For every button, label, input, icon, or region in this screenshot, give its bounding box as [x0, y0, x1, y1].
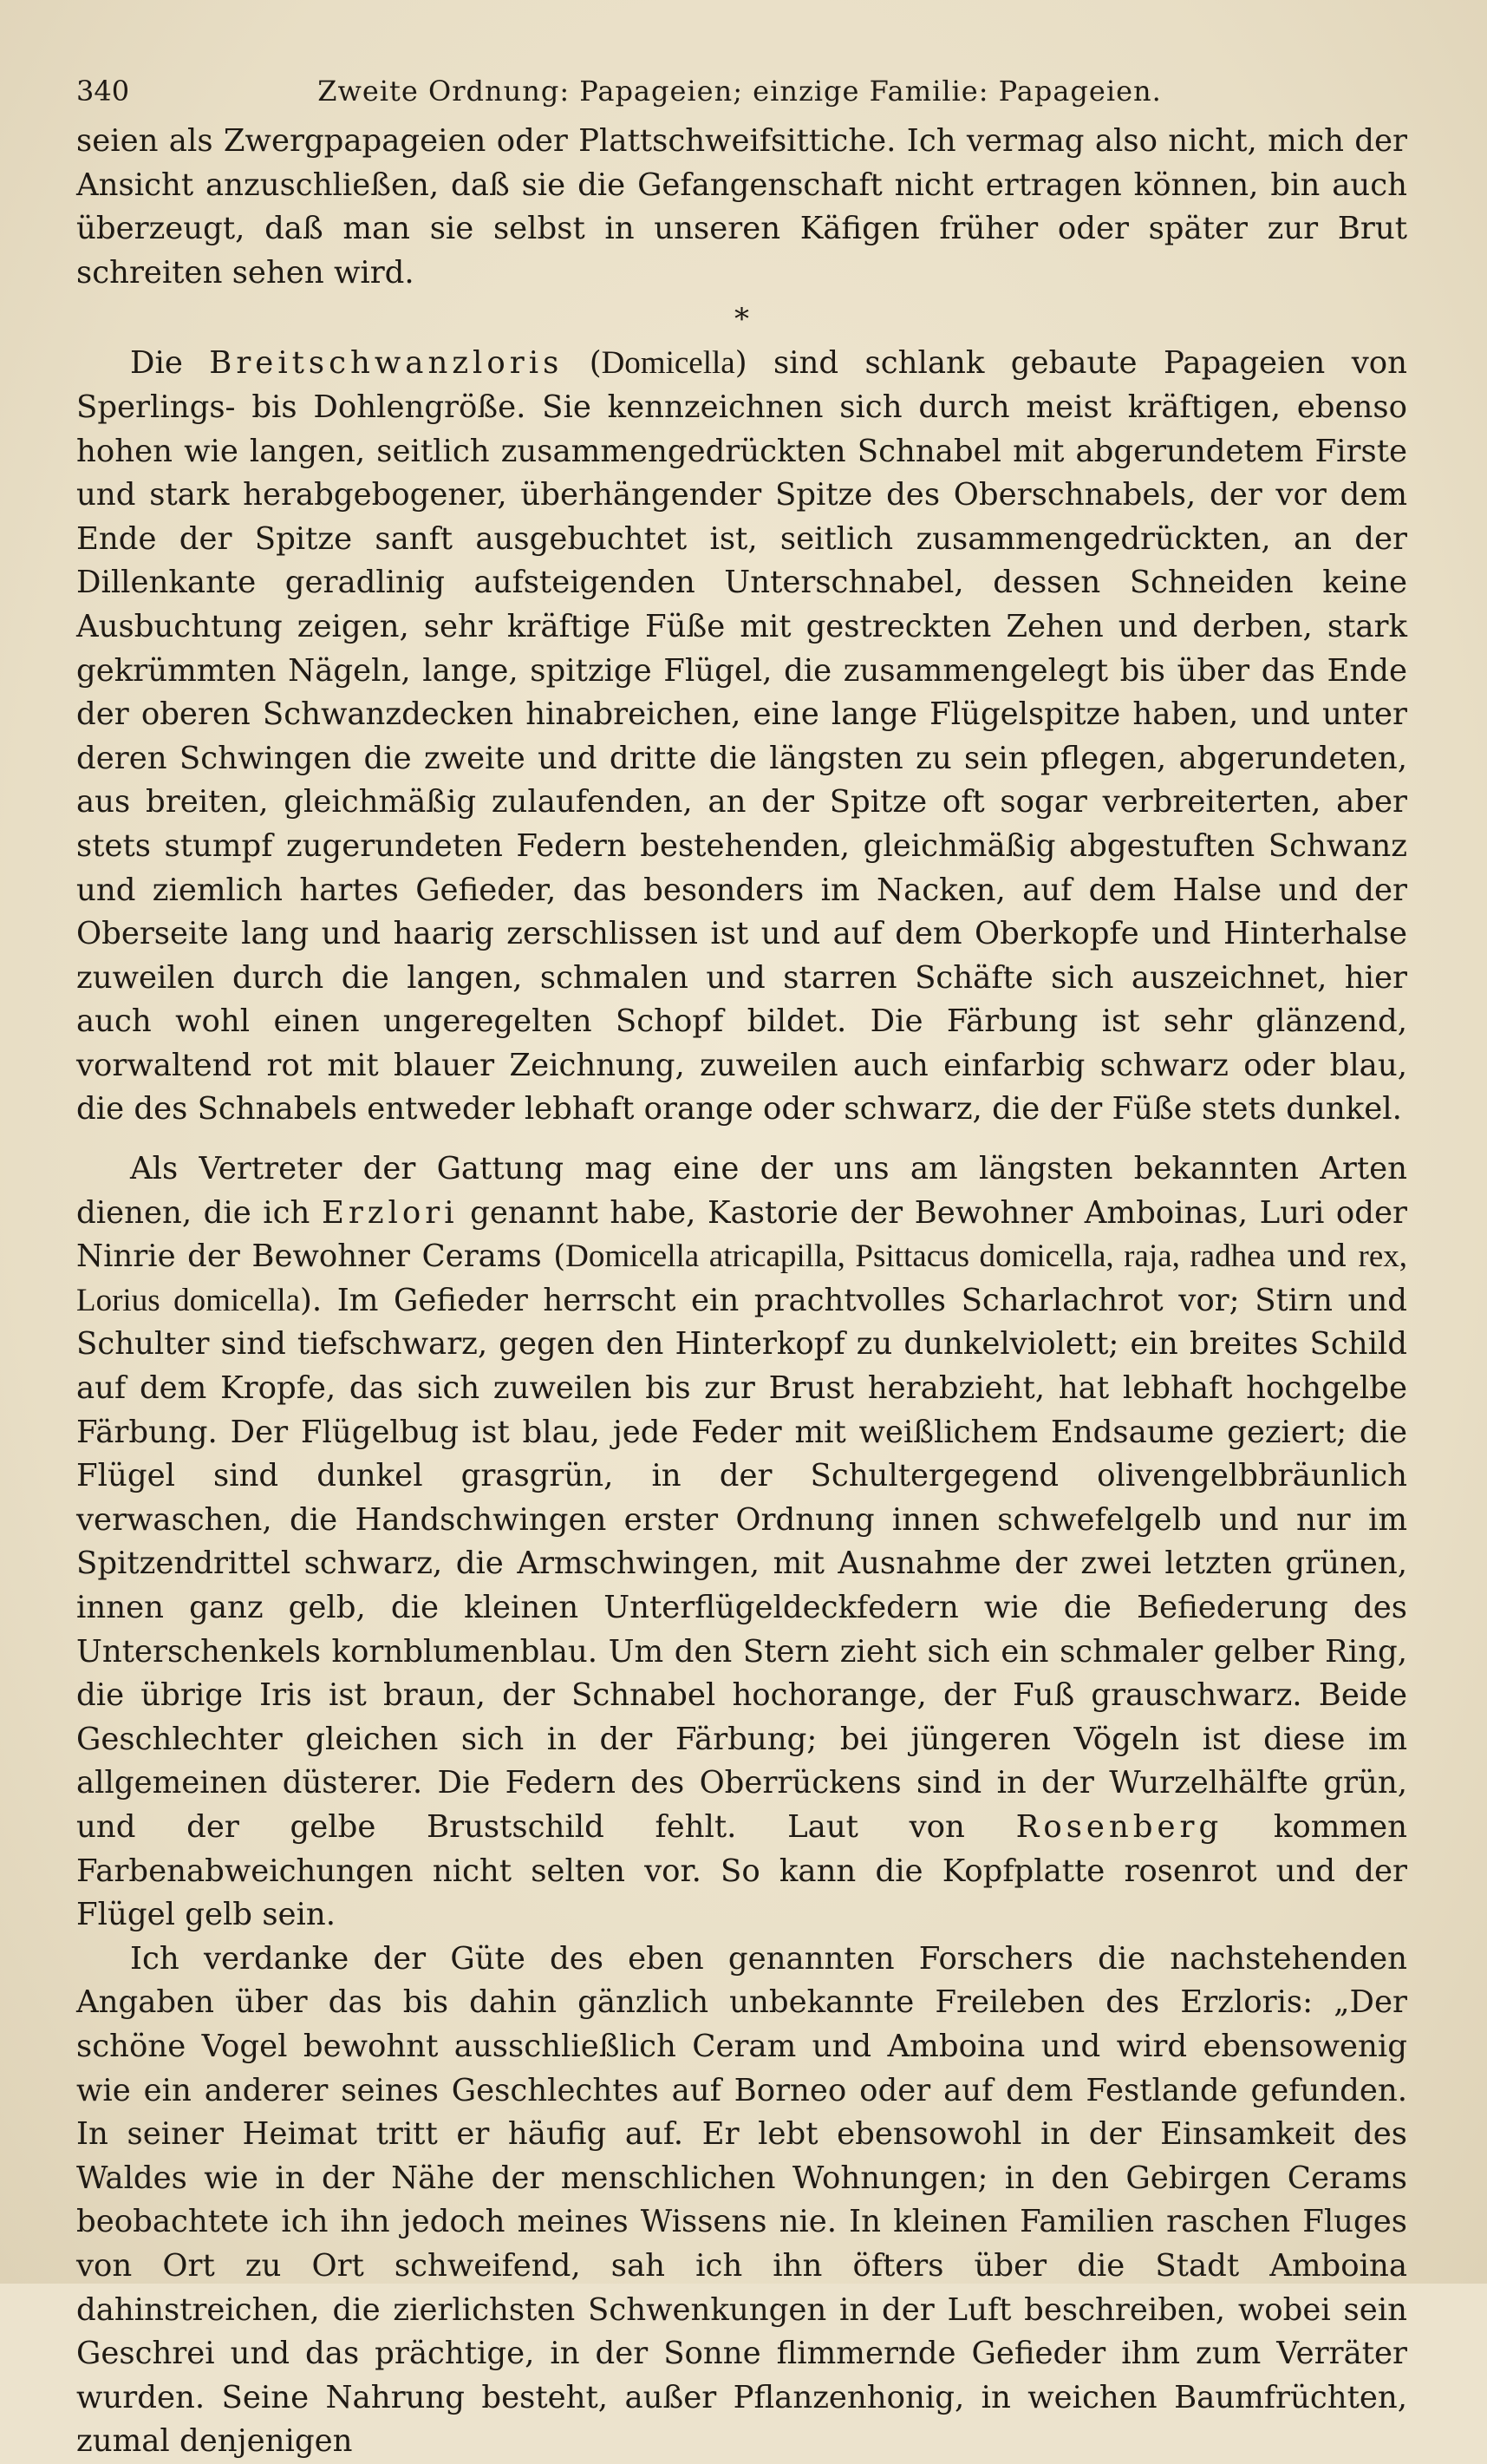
section-separator: *: [734, 302, 749, 337]
p3-text-i: kommen Farbenabweichungen nicht selten vor. So kann die Kopfplatte rosenrot und der Flügel gelb sein.: [76, 1808, 1407, 1933]
running-title: Zweite Ordnung: Papageien; einzige Familie: Papageien.: [317, 75, 1162, 108]
paragraph-4: Ich verdanke der Güte des eben genannten Forschers die nachstehenden Angaben über das bis dahin gänzlich unbekannte Freileben des Erzloris: „Der schöne Vogel bewohnt ausschließlich Ceram und Amboina und wird ebensowenig wie ein anderer seines Geschlechtes auf Borneo oder auf dem Festlande gefunden. In seiner Heimat tritt er häufig auf. Er lebt ebensowohl in der Einsamkeit des Waldes wie in der Nähe der menschlichen Wohnungen; in den Gebirgen Cerams beobachtete ich ihn jedoch meines Wissens nie. In kleinen Familien raschen Fluges von Ort zu Ort schweifend, sah ich ihn öfters über die Stadt Amboina dahinstreichen, die zierlichsten Schwenkungen in der Luft beschreiben, wobei sein Geschrei und das prächtige, in der Sonne flimmernde Gefieder ihm zum Verräter wurden. Seine Nahrung besteht, außer Pflanzenhonig, in weichen Baumfrüchten, zumal denjenigen: [76, 1940, 1407, 2460]
p3-text-a: Als Vertreter der Gattung mag eine der uns am längsten bekannten Arten dienen, die ich: [76, 1151, 1407, 1231]
page-header: [76, 69, 1403, 113]
synonyms-latin-2: rex, Lorius domicella: [76, 1239, 1407, 1318]
author-name: Rosenberg: [1015, 1808, 1223, 1845]
genus-name-german: Breitschwanzloris: [209, 345, 564, 382]
p3-text-e: und: [1275, 1239, 1359, 1275]
p2-text-c: (: [563, 345, 602, 382]
p2-text-a: Die: [130, 345, 210, 382]
paragraph-1: seien als Zwergpapageien oder Plattschweifsittiche. Ich vermag also nicht, mich der Ansicht anzuschließen, daß sie die Gefangenschaft nicht ertragen können, bin auch überzeugt, daß man sie selbst in unseren Käfigen früher oder später zur Brut schreiten sehen wird.: [76, 123, 1407, 291]
genus-name-latin: Domicella: [601, 345, 735, 382]
p2-text-e: ) sind schlank gebaute Papageien von Sperlings- bis Dohlengröße. Sie kennzeichnen sich durch meist kräftigen, ebenso hohen wie langen, seitlich zusammengedrückten Schnabel mit abgerundetem Firste und stark herabgebogener, überhängender Spitze des Oberschnabels, der vor dem Ende der Spitze sanft ausgebuchtet ist, seitlich zusammengedrückten, an der Dillenkante geradlinig aufsteigenden Unterschnabel, dessen Schneiden keine Ausbuchtung zeigen, sehr kräftige Füße mit gestreckten Zehen und derben, stark gekrümmten Nägeln, lange, spitzige Flügel, die zusammengelegt bis über das Ende der oberen Schwanzdecken hinabreichen, eine lange Flügelspitze haben, und unter deren Schwingen die zweite und dritte die längsten zu sein pflegen, abgerundeten, aus breiten, gleichmäßig zulaufenden, an der Spitze oft sogar verbreiterten, aber stets stumpf zugerundeten Federn bestehenden, gleichmäßig abgestuften Schwanz und ziemlich hartes Gefieder, das besonders im Nacken, auf dem Halse und der Oberseite lang und haarig zerschlissen ist und auf dem Oberkopfe und Hinterhalse zuweilen durch die langen, schmalen und starren Schäfte sich auszeichnet, hier auch wohl einen ungeregelten Schopf bildet. Die Färbung ist sehr glänzend, vorwaltend rot mit blauer Zeichnung, zuweilen auch einfarbig schwarz oder blau, die des Schnabels entweder lebhaft orange oder schwarz, die der Füße stets dunkel.: [76, 345, 1408, 1127]
species-name-german: Erzlori: [321, 1194, 459, 1231]
paragraph-2: [76, 342, 1407, 1132]
synonyms-latin-1: Domicella atricapilla, Psittacus domicella, raja, radhea: [565, 1239, 1275, 1275]
p3-text-c: genannt habe, Kastorie der Bewohner Amboinas, Luri oder Ninrie der Bewohner Cerams (: [76, 1194, 1407, 1275]
paragraph-3: [76, 1147, 1407, 1938]
p3-text-g: ). Im Gefieder herrscht ein prachtvolles Scharlachrot vor; Stirn und Schulter sind tiefschwarz, gegen den Hinterkopf zu dunkelviolett; ein breites Schild auf dem Kropfe, das sich zuweilen bis zur Brust herabzieht, hat lebhaft hochgelbe Färbung. Der Flügelbug ist blau, jede Feder mit weißlichem Endsaume geziert; die Flügel sind dunkel grasgrün, in der Schultergegend olivengelbbräunlich verwaschen, die Handschwingen erster Ordnung innen schwefelgelb und nur im Spitzendrittel schwarz, die Armschwingen, mit Ausnahme der zwei letzten grünen, innen ganz gelb, die kleinen Unterflügeldeckfedern wie die Befiederung des Unterschenkels kornblumenblau. Um den Stern zieht sich ein schmaler gelber Ring, die übrige Iris ist braun, der Schnabel hochorange, der Fuß grauschwarz. Beide Geschlechter gleichen sich in der Färbung; bei jüngeren Vögeln ist diese im allgemeinen düsterer. Die Federn des Oberrückens sind in der Wurzelhälfte grün, und der gelbe Brustschild fehlt. Laut von: [76, 1282, 1407, 1845]
page-number: 340: [76, 75, 130, 108]
page-body: [76, 120, 1407, 2464]
